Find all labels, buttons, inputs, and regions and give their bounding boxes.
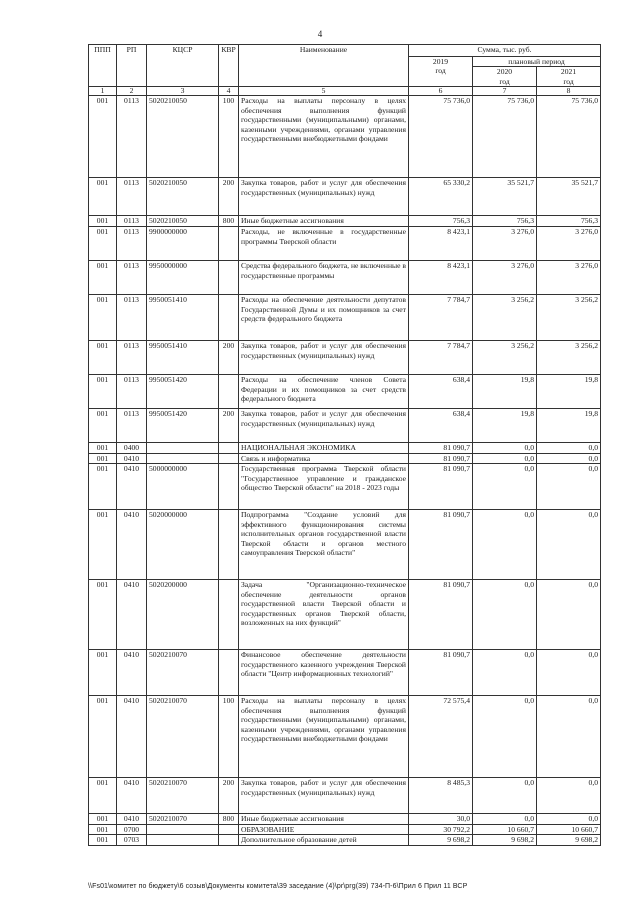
cell-rp: 0410 xyxy=(117,453,147,463)
cell-kvr xyxy=(219,295,239,341)
column-index: 1 xyxy=(89,87,117,96)
cell-2020: 9 698,2 xyxy=(473,835,537,845)
cell-2021: 0,0 xyxy=(537,453,601,463)
cell-ppp: 001 xyxy=(89,216,117,227)
column-index-row xyxy=(89,87,601,96)
cell-rp: 0113 xyxy=(117,409,147,443)
cell-2021: 0,0 xyxy=(537,443,601,453)
cell-kvr xyxy=(219,261,239,295)
header-ppp: ППП xyxy=(89,45,117,87)
cell-kvr: 200 xyxy=(219,178,239,216)
cell-kcsr: 5020000000 xyxy=(147,510,219,580)
header-2019 xyxy=(409,57,473,87)
cell-2021: 3 276,0 xyxy=(537,227,601,261)
cell-2020: 0,0 xyxy=(473,650,537,696)
cell-2019: 8 423,1 xyxy=(409,261,473,295)
table-row xyxy=(89,227,601,261)
cell-name: Расходы на обеспечение деятельности депутатов Государственной Думы и их помощников за счет средств федерального бюджета xyxy=(239,295,409,341)
cell-rp: 0113 xyxy=(117,295,147,341)
cell-2019: 7 784,7 xyxy=(409,341,473,375)
cell-name: Закупка товаров, работ и услуг для обеспечения государственных (муниципальных) нужд xyxy=(239,778,409,814)
cell-name: Закупка товаров, работ и услуг для обеспечения государственных (муниципальных) нужд xyxy=(239,178,409,216)
header-2020-year: 2020 xyxy=(496,67,513,77)
cell-kvr: 200 xyxy=(219,778,239,814)
cell-2021: 35 521,7 xyxy=(537,178,601,216)
table-row xyxy=(89,835,601,845)
cell-rp: 0113 xyxy=(117,375,147,409)
cell-ppp: 001 xyxy=(89,814,117,824)
cell-name: Средства федерального бюджета, не включенные в государственные программы xyxy=(239,261,409,295)
cell-kvr xyxy=(219,510,239,580)
cell-2020: 756,3 xyxy=(473,216,537,227)
cell-rp: 0113 xyxy=(117,178,147,216)
cell-2019: 81 090,7 xyxy=(409,453,473,463)
cell-2021: 10 660,7 xyxy=(537,824,601,834)
cell-rp: 0410 xyxy=(117,814,147,824)
cell-name: Иные бюджетные ассигнования xyxy=(239,216,409,227)
cell-ppp: 001 xyxy=(89,295,117,341)
cell-kcsr: 5020210070 xyxy=(147,814,219,824)
cell-2020: 0,0 xyxy=(473,696,537,778)
cell-2021: 19,8 xyxy=(537,375,601,409)
cell-name: ОБРАЗОВАНИЕ xyxy=(239,824,409,834)
header-name: Наименование xyxy=(239,45,409,87)
cell-name: Иные бюджетные ассигнования xyxy=(239,814,409,824)
cell-2021: 0,0 xyxy=(537,510,601,580)
cell-ppp: 001 xyxy=(89,696,117,778)
cell-rp: 0410 xyxy=(117,650,147,696)
table-row xyxy=(89,409,601,443)
cell-rp: 0410 xyxy=(117,464,147,510)
cell-2021: 0,0 xyxy=(537,696,601,778)
cell-2020: 0,0 xyxy=(473,443,537,453)
cell-kcsr: 5020210070 xyxy=(147,778,219,814)
cell-ppp: 001 xyxy=(89,580,117,650)
cell-2021: 3 256,2 xyxy=(537,341,601,375)
cell-2020: 10 660,7 xyxy=(473,824,537,834)
table-row xyxy=(89,580,601,650)
cell-kvr xyxy=(219,835,239,845)
cell-2020: 3 256,2 xyxy=(473,295,537,341)
cell-ppp: 001 xyxy=(89,824,117,834)
cell-2020: 3 256,2 xyxy=(473,341,537,375)
cell-rp: 0410 xyxy=(117,580,147,650)
table-row xyxy=(89,341,601,375)
cell-ppp: 001 xyxy=(89,178,117,216)
cell-2020: 0,0 xyxy=(473,580,537,650)
cell-kcsr: 5020210050 xyxy=(147,178,219,216)
header-2020-word: год xyxy=(499,76,510,86)
cell-name: Расходы, не включенные в государственные программы Тверской области xyxy=(239,227,409,261)
cell-2019: 7 784,7 xyxy=(409,295,473,341)
table-row xyxy=(89,375,601,409)
table-row xyxy=(89,814,601,824)
cell-kvr: 200 xyxy=(219,409,239,443)
cell-name: Расходы на выплаты персоналу в целях обеспечения выполнения функций государственными (муниципальными) органами, казенными учреждениями, органами управления государственными внебюджетными фондами xyxy=(239,696,409,778)
cell-2020: 0,0 xyxy=(473,778,537,814)
cell-kvr xyxy=(219,227,239,261)
header-2019-word: год xyxy=(435,66,446,76)
cell-ppp: 001 xyxy=(89,409,117,443)
cell-kvr xyxy=(219,443,239,453)
table-row xyxy=(89,778,601,814)
cell-kvr xyxy=(219,824,239,834)
cell-rp: 0113 xyxy=(117,227,147,261)
column-index: 4 xyxy=(219,87,239,96)
cell-kcsr: 5020200000 xyxy=(147,580,219,650)
cell-kcsr: 5020210050 xyxy=(147,216,219,227)
header-plan-period: плановый период xyxy=(473,57,601,67)
cell-kcsr: 5020210050 xyxy=(147,96,219,178)
cell-name: Закупка товаров, работ и услуг для обеспечения государственных (муниципальных) нужд xyxy=(239,409,409,443)
cell-ppp: 001 xyxy=(89,443,117,453)
header-rp: РП xyxy=(117,45,147,87)
table-row xyxy=(89,443,601,453)
cell-2020: 75 736,0 xyxy=(473,96,537,178)
table-row xyxy=(89,96,601,178)
cell-rp: 0410 xyxy=(117,696,147,778)
cell-kvr: 200 xyxy=(219,341,239,375)
table-row xyxy=(89,464,601,510)
cell-2019: 81 090,7 xyxy=(409,510,473,580)
cell-ppp: 001 xyxy=(89,453,117,463)
cell-ppp: 001 xyxy=(89,341,117,375)
cell-2019: 81 090,7 xyxy=(409,650,473,696)
cell-name: Подпрограмма "Создание условий для эффективного функционирования системы исполнительных органов государственной власти Тверской области и органов местного самоуправления Тверской области" xyxy=(239,510,409,580)
cell-kvr: 800 xyxy=(219,216,239,227)
cell-ppp: 001 xyxy=(89,835,117,845)
cell-name: НАЦИОНАЛЬНАЯ ЭКОНОМИКА xyxy=(239,443,409,453)
cell-2019: 8 423,1 xyxy=(409,227,473,261)
cell-name: Государственная программа Тверской области "Государственное управление и гражданское общество Тверской области" на 2018 - 2023 годы xyxy=(239,464,409,510)
cell-kcsr: 5020210070 xyxy=(147,696,219,778)
budget-table xyxy=(88,44,601,846)
cell-2019: 638,4 xyxy=(409,409,473,443)
cell-2021: 19,8 xyxy=(537,409,601,443)
page-number: 4 xyxy=(317,29,323,39)
cell-rp: 0113 xyxy=(117,261,147,295)
cell-2021: 3 256,2 xyxy=(537,295,601,341)
cell-ppp: 001 xyxy=(89,375,117,409)
header-sum: Сумма, тыс. руб. xyxy=(409,45,601,57)
cell-2020: 19,8 xyxy=(473,409,537,443)
cell-ppp: 001 xyxy=(89,510,117,580)
cell-2019: 30 792,2 xyxy=(409,824,473,834)
table-row xyxy=(89,824,601,834)
cell-kvr xyxy=(219,580,239,650)
cell-kcsr xyxy=(147,835,219,845)
column-index: 3 xyxy=(147,87,219,96)
cell-2021: 0,0 xyxy=(537,650,601,696)
cell-2019: 81 090,7 xyxy=(409,443,473,453)
table-row xyxy=(89,696,601,778)
cell-kcsr xyxy=(147,453,219,463)
cell-kvr xyxy=(219,453,239,463)
cell-rp: 0400 xyxy=(117,443,147,453)
cell-2020: 3 276,0 xyxy=(473,261,537,295)
header-2020 xyxy=(473,67,537,87)
cell-kcsr: 5020210070 xyxy=(147,650,219,696)
cell-2019: 65 330,2 xyxy=(409,178,473,216)
cell-name: Финансовое обеспечение деятельности государственного казенного учреждения Тверской области "Центр информационных технологий" xyxy=(239,650,409,696)
cell-kcsr: 9900000000 xyxy=(147,227,219,261)
cell-kvr: 100 xyxy=(219,696,239,778)
cell-kcsr: 9950051420 xyxy=(147,409,219,443)
table-row xyxy=(89,650,601,696)
cell-2021: 0,0 xyxy=(537,464,601,510)
cell-ppp: 001 xyxy=(89,96,117,178)
cell-rp: 0113 xyxy=(117,341,147,375)
table-row xyxy=(89,510,601,580)
cell-2019: 72 575,4 xyxy=(409,696,473,778)
cell-2021: 9 698,2 xyxy=(537,835,601,845)
cell-2020: 0,0 xyxy=(473,464,537,510)
cell-rp: 0113 xyxy=(117,216,147,227)
cell-2019: 9 698,2 xyxy=(409,835,473,845)
cell-2021: 0,0 xyxy=(537,778,601,814)
table-row xyxy=(89,295,601,341)
cell-ppp: 001 xyxy=(89,261,117,295)
cell-rp: 0703 xyxy=(117,835,147,845)
cell-2020: 0,0 xyxy=(473,453,537,463)
cell-name: Расходы на выплаты персоналу в целях обеспечения выполнения функций государственными (муниципальными) органами, казенными учреждениями, органами управления государственными внебюджетными фондами xyxy=(239,96,409,178)
cell-2020: 0,0 xyxy=(473,510,537,580)
cell-2021: 0,0 xyxy=(537,580,601,650)
cell-kvr xyxy=(219,375,239,409)
cell-kcsr: 9950051420 xyxy=(147,375,219,409)
cell-2020: 0,0 xyxy=(473,814,537,824)
cell-kvr xyxy=(219,650,239,696)
table-body xyxy=(89,96,601,845)
cell-name: Задача "Организационно-техническое обеспечение деятельности органов государственной власти Тверской области и государственных органов Тверской области, возложенных на них функций" xyxy=(239,580,409,650)
cell-kvr xyxy=(219,464,239,510)
cell-2020: 3 276,0 xyxy=(473,227,537,261)
cell-ppp: 001 xyxy=(89,464,117,510)
column-index: 7 xyxy=(473,87,537,96)
table-row xyxy=(89,453,601,463)
header-2021 xyxy=(537,67,601,87)
column-index: 2 xyxy=(117,87,147,96)
cell-2020: 35 521,7 xyxy=(473,178,537,216)
cell-2019: 30,0 xyxy=(409,814,473,824)
column-index: 6 xyxy=(409,87,473,96)
cell-name: Связь и информатика xyxy=(239,453,409,463)
cell-kvr: 800 xyxy=(219,814,239,824)
cell-2020: 19,8 xyxy=(473,375,537,409)
cell-2019: 81 090,7 xyxy=(409,580,473,650)
cell-kvr: 100 xyxy=(219,96,239,178)
cell-rp: 0700 xyxy=(117,824,147,834)
cell-2019: 81 090,7 xyxy=(409,464,473,510)
cell-2021: 75 736,0 xyxy=(537,96,601,178)
cell-2021: 0,0 xyxy=(537,814,601,824)
cell-2021: 756,3 xyxy=(537,216,601,227)
cell-rp: 0113 xyxy=(117,96,147,178)
column-index: 5 xyxy=(239,87,409,96)
header-2021-word: год xyxy=(563,76,574,86)
table-row xyxy=(89,261,601,295)
cell-kcsr: 9950000000 xyxy=(147,261,219,295)
header-kvr: КВР xyxy=(219,45,239,87)
cell-kcsr: 9950051410 xyxy=(147,295,219,341)
cell-ppp: 001 xyxy=(89,227,117,261)
cell-2019: 756,3 xyxy=(409,216,473,227)
cell-rp: 0410 xyxy=(117,510,147,580)
cell-kcsr: 9950051410 xyxy=(147,341,219,375)
cell-ppp: 001 xyxy=(89,650,117,696)
header-2019-year: 2019 xyxy=(432,57,449,66)
cell-2021: 3 276,0 xyxy=(537,261,601,295)
column-index: 8 xyxy=(537,87,601,96)
table-row xyxy=(89,216,601,227)
cell-name: Закупка товаров, работ и услуг для обеспечения государственных (муниципальных) нужд xyxy=(239,341,409,375)
cell-kcsr xyxy=(147,824,219,834)
cell-name: Расходы на обеспечение членов Совета Федерации и их помощников за счет средств федерального бюджета xyxy=(239,375,409,409)
cell-kcsr xyxy=(147,443,219,453)
cell-name: Дополнительное образование детей xyxy=(239,835,409,845)
header-2021-year: 2021 xyxy=(560,67,577,77)
cell-2019: 75 736,0 xyxy=(409,96,473,178)
cell-ppp: 001 xyxy=(89,778,117,814)
cell-2019: 638,4 xyxy=(409,375,473,409)
header-kcsr: КЦСР xyxy=(147,45,219,87)
cell-2019: 8 485,3 xyxy=(409,778,473,814)
footer-file-path: \\Fs01\комитет по бюджету\6 созыв\Документы комитета\39 заседание (4)\pr\prg(39) 734-П-6\Прил 6 Прил 11 ВСР xyxy=(88,883,468,890)
cell-kcsr: 5000000000 xyxy=(147,464,219,510)
table-row xyxy=(89,178,601,216)
cell-rp: 0410 xyxy=(117,778,147,814)
